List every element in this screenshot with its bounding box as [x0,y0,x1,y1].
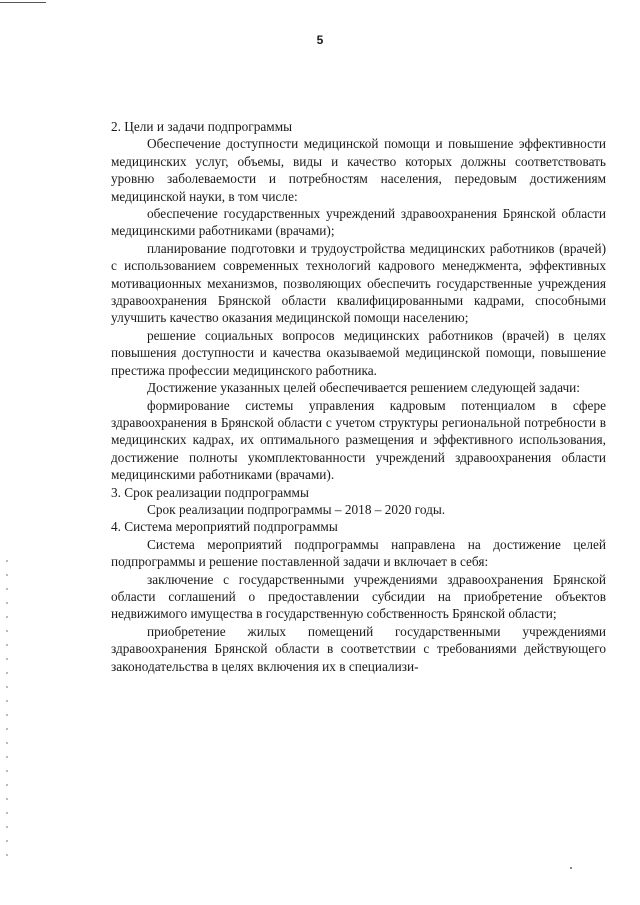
section-2-paragraph: Достижение указанных целей обеспечивается решением следующей задачи: [147,380,580,396]
section-2-paragraph: обеспечение государственных учреждений здравоохранения Брянской области медицинскими работниками (врачами); [111,206,606,239]
section-4-paragraph: приобретение жилых помещений государственными учреждениями здравоохранения Брянской области в соответствии с требованиями действующего законодательства в целях включения их в специализи- [111,623,606,674]
section-4-title: 4. Система мероприятий подпрограммы [111,519,338,535]
page-number: 5 [316,33,324,47]
section-2-paragraph: решение социальных вопросов медицинских работников (врачей) в целях повышения доступности и качества оказываемой медицинской помощи, повышение престижа профессии медицинского работника. [111,327,606,378]
section-2-title: 2. Цели и задачи подпрограммы [111,119,293,134]
document-body [111,118,606,675]
section-3-title: 3. Срок реализации подпрограммы [111,484,309,500]
section-2-paragraph: формирование системы управления кадровым потенциалом в сфере здравоохранения в Брянской области с учетом структуры региональной потребности в медицинских кадрах, их оптимального размещения и эффективного использования, достижение полноты укомплектованности учреждений здравоохранения области медицинскими работниками (врачами). [111,397,606,483]
section-4-paragraph: Система мероприятий подпрограммы направлена на достижение целей подпрограммы и решение поставленной задачи и включает в себя: [111,536,606,570]
section-2-paragraph: планирование подготовки и трудоустройства медицинских работников (врачей) с использованием современных технологий кадрового менеджмента, эффективных мотивационных механизмов, позволяющих обеспечить государственные учреждения здравоохранения Брянской области квалифицированными кадрами, способными улучшить качество оказания медицинской помощи населению; [111,240,606,326]
section-2-paragraph: Обеспечение доступности медицинской помощи и повышение эффективности медицинских услуг, объемы, виды и качество которых должны соответствовать уровню заболеваемости и потребностям населения, передовым достижениям медицинской науки, в том числе: [111,136,606,204]
section-3-text: Срок реализации подпрограммы – 2018 – 2020 годы. [147,501,446,517]
scan-speck [570,867,572,869]
section-4-paragraph: заключение с государственными учреждениями здравоохранения Брянской области соглашений о предоставлении субсидии на приобретение объектов недвижимого имущества в государственную собственность Брянской области; [111,571,606,622]
scan-margin-artifact [6,560,8,860]
scan-corner-mark [0,2,46,3]
